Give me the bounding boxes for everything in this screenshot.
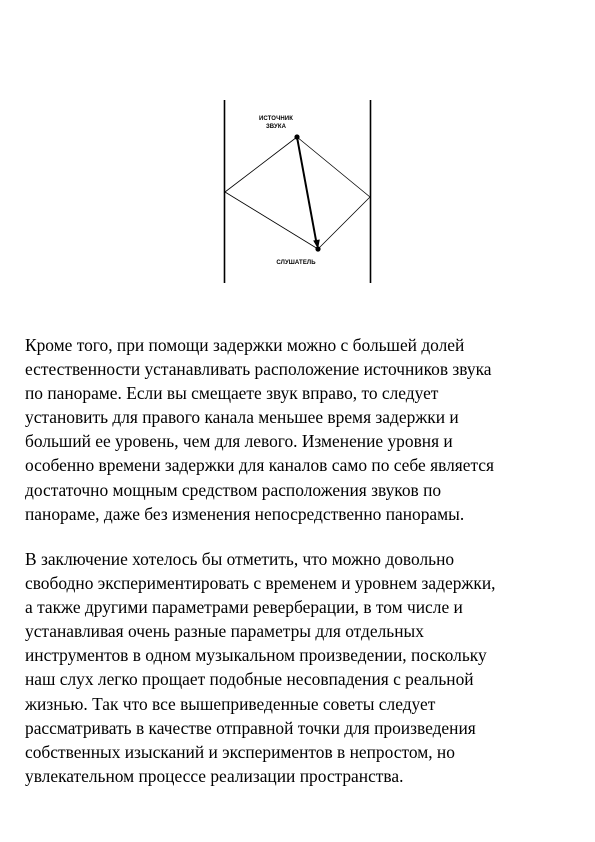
reflection-diagram <box>0 0 595 300</box>
reflection-path-left-upper <box>225 137 297 192</box>
paragraph-line: устанавливая очень разные параметры для отдельных <box>25 621 424 642</box>
reflection-path-right-lower <box>318 197 370 249</box>
listener-point <box>315 246 320 251</box>
paragraph-line: Кроме того, при помощи задержки можно с большей долей <box>25 335 465 355</box>
diagram-figure <box>0 0 595 300</box>
paragraph-line: В заключение хотелось бы отметить, что можно довольно <box>25 549 455 569</box>
paragraph-line: наш слух легко прощает подобные несовпадения с реальной <box>25 669 474 690</box>
paragraph-line: увлекательном процессе реализации пространства. <box>25 765 404 786</box>
paragraph-line: достаточно мощным средством расположения звуков по <box>25 479 442 500</box>
paragraph-line: панораме, даже без изменения непосредственно панорамы. <box>25 503 465 524</box>
paragraph-line: естественности устанавливать расположение источников звука <box>25 359 492 380</box>
reflection-path-right-upper <box>297 137 370 197</box>
paragraph-line: а также другими параметрами реверберации, в том числе и <box>25 597 463 618</box>
paragraph-line: рассматривать в качестве отправной точки для произведения <box>25 717 476 738</box>
paragraph-line: особенно времени задержки для каналов само по себе является <box>25 455 494 476</box>
paragraph-line: жизнью. Так что все вышеприведенные советы следует <box>25 693 436 714</box>
paragraph-line: свободно экспериментировать с временем и уровнем задержки, <box>25 573 496 594</box>
paragraph-2 <box>25 547 575 788</box>
source-label-line2: ЗВУКА <box>265 124 287 130</box>
paragraph-line: установить для правого канала меньшее время задержки и <box>25 407 459 428</box>
paragraph-line: по панораме. Если вы смещаете звук вправо, то следует <box>25 383 439 404</box>
paragraph-1 <box>25 333 575 526</box>
paragraph-line: собственных изысканий и экспериментов в непростом, но <box>25 741 455 762</box>
paragraph-line: больший ее уровень, чем для левого. Изменение уровня и <box>25 431 453 452</box>
direct-path-arrow <box>297 137 317 243</box>
source-point <box>294 134 299 139</box>
listener-label: СЛУШАТЕЛЬ <box>276 260 316 266</box>
source-label-line1: ИСТОЧНИК <box>258 116 294 122</box>
reflection-path-left-lower <box>225 192 318 249</box>
paragraph-line: инструментов в одном музыкальном произведении, поскольку <box>25 645 487 666</box>
